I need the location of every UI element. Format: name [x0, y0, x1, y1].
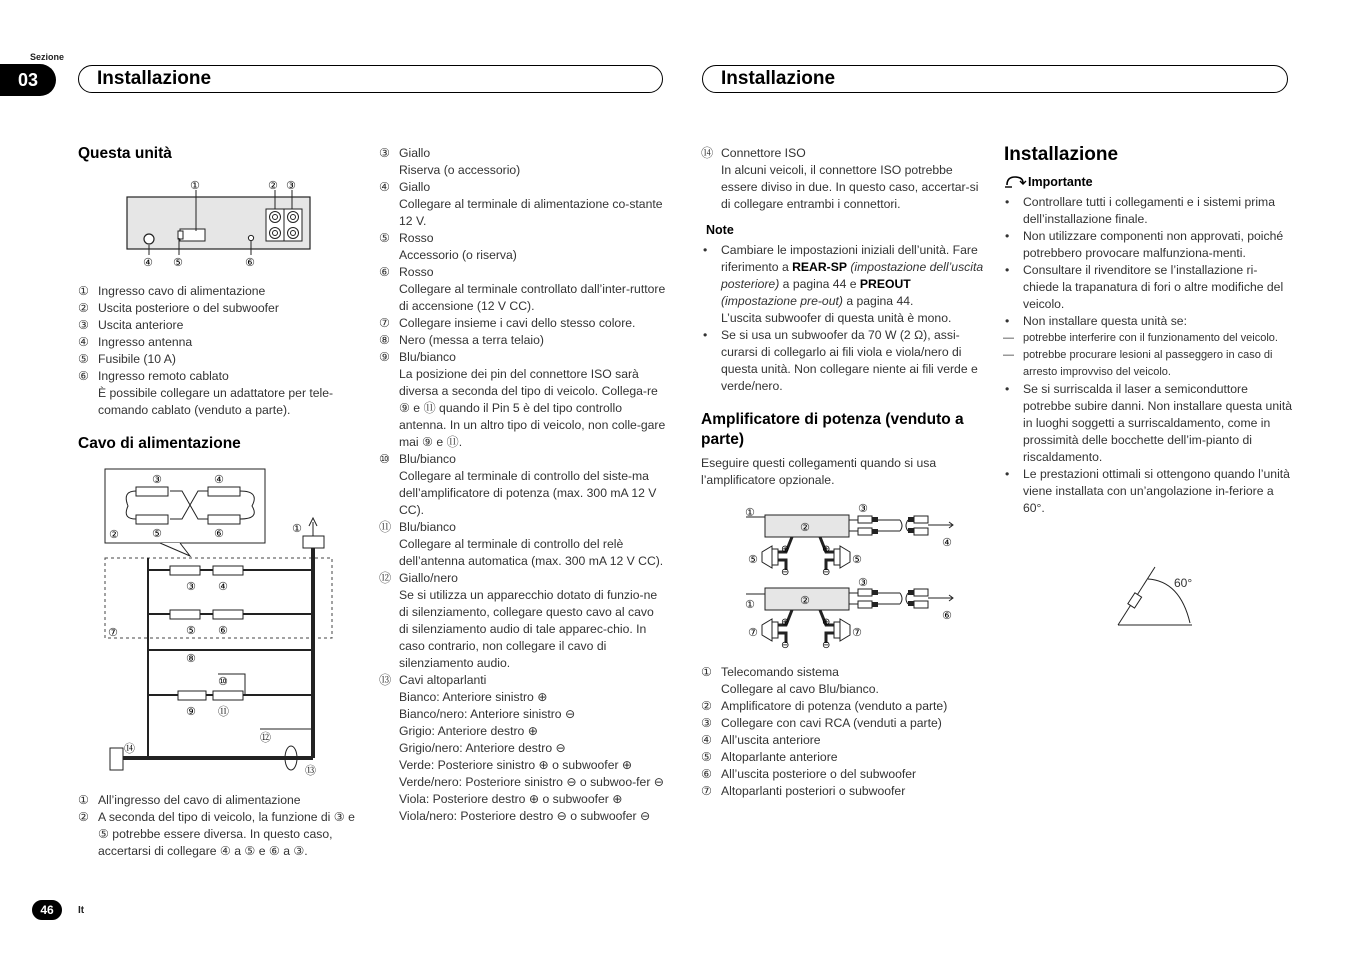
fig2-label-5b: ⑤	[186, 625, 196, 637]
speaker-line: Grigio/nero: Anteriore destro ⊖	[399, 741, 566, 755]
fig2-label-13: ⑬	[305, 765, 316, 777]
fig1-label-5: ⑤	[173, 257, 183, 269]
fig3-label-7b: ⑦	[852, 627, 862, 639]
speaker-line: Verde: Posteriore sinistro ⊕ o subwoofer ⊕	[399, 758, 633, 772]
questa-unita-title: Questa unità	[78, 145, 172, 162]
cavo-list	[78, 792, 363, 860]
list-item: Collegare al cavo Blu/bianco.	[721, 682, 879, 696]
fig1-label-4: ④	[143, 257, 153, 269]
fig3-label-3b: ③	[858, 577, 868, 589]
svg-text:⊖: ⊖	[781, 640, 790, 650]
fig2-label-12: ⑫	[260, 732, 271, 744]
list-item: ⑤ Rosso Accessorio (o riserva)	[379, 231, 517, 262]
list-item: ⑫ Giallo/nero Se si utilizza un apparecchio dotato di funzio-ne di silenziamento, collegare questo cavo al cavo di silenziamento audio di tale apparec-chio. In caso contrario, non collegare il cavo di silenziamento audio.	[379, 571, 658, 670]
note-list	[701, 242, 987, 395]
fig2-label-2: ②	[109, 529, 119, 541]
fig2-label-10: ⑩	[218, 676, 228, 688]
install-bullets	[1003, 194, 1293, 517]
angle-label: 60°	[1174, 576, 1193, 590]
list-item: • Consultare il rivenditore se l’installazione ri-chiede la trapanatura di fori o altre modifiche del veicolo.	[1003, 262, 1293, 313]
list-item: ② Amplificatore di potenza (venduto a parte)	[701, 699, 948, 713]
svg-text:⊕: ⊕	[822, 544, 831, 555]
speaker-line: Bianco/nero: Anteriore sinistro ⊖	[399, 707, 576, 721]
unit-rear-diagram	[120, 176, 320, 270]
amp-intro: Eseguire questi collegamenti quando si usa l’amplificatore opzionale.	[701, 456, 937, 487]
fig1-label-2: ②	[268, 180, 278, 192]
list-item: ⑨ Blu/bianco La posizione dei pin del connettore ISO sarà diversa a seconda del tipo di veicolo. Collega-re ⑨ e ⑪ quando il Pin 5 è del tipo controllo antenna. In un altro tipo di veicolo, non colle-gare mai ⑨ e ⑪.	[379, 350, 666, 449]
important-heading	[1004, 175, 1093, 189]
list-item: ⑥ Rosso Collegare al terminale controllato dall’inter-ruttore di accensione (12 V CC).	[379, 265, 666, 313]
language-code: It	[78, 905, 85, 916]
list-item: ⑤ Altoparlante anteriore	[701, 750, 838, 764]
fig2-label-6: ⑥	[214, 528, 224, 540]
installazione-title: Installazione	[1004, 144, 1119, 165]
fig3-label-5: ⑤	[748, 554, 758, 566]
list-item: ④ Giallo Collegare al terminale di alimentazione co-stante 12 V.	[379, 180, 663, 228]
amplifier-diagram	[740, 500, 970, 650]
fig3-label-5b: ⑤	[852, 554, 862, 566]
fig1-label-6: ⑥	[245, 257, 255, 269]
list-item: ① Telecomando sistema	[701, 665, 839, 679]
speaker-line: Viola/nero: Posteriore destro ⊖ o subwoofer ⊖	[399, 809, 651, 823]
list-item: ⑥ Ingresso remoto cablato	[78, 369, 229, 383]
list-item: • Se si usa un subwoofer da 70 W (2 Ω), assi-curarsi di collegarlo ai fili viola e viola/nero di questa unità. Non collegare niente ai fili verde e verde/nero.	[701, 327, 987, 395]
list-item: • Controllare tutti i collegamenti e i sistemi prima dell’installazione finale.	[1003, 194, 1293, 228]
list-item: • Non utilizzare componenti non approvati, poiché potrebbero provocare malfunziona-menti.	[1003, 228, 1293, 262]
fig3-label-3: ③	[858, 503, 868, 515]
svg-text:⊕: ⊕	[781, 617, 790, 628]
fig1-label-3: ③	[286, 180, 296, 192]
svg-text:⊕: ⊕	[822, 617, 831, 628]
list-item: ⑧ Nero (messa a terra telaio)	[379, 333, 544, 347]
cavo-title: Cavo di alimentazione	[78, 435, 241, 452]
fig3-label-1b: ①	[745, 599, 755, 611]
list-item: ③ Collegare con cavi RCA (venduti a parte)	[701, 716, 942, 730]
page-number: 46	[32, 900, 62, 920]
wire-list	[379, 145, 666, 825]
fig2-label-3b: ③	[186, 581, 196, 593]
list-item: ④ Ingresso antenna	[78, 335, 193, 349]
fig2-label-3: ③	[152, 474, 162, 486]
note-title: Note	[706, 223, 734, 237]
header-title-left: Installazione	[78, 65, 663, 93]
list-item: • Le prestazioni ottimali si ottengono quando l’unità viene installata con un’angolazione in-feriore a 60°.	[1003, 466, 1293, 517]
list-item: ① Ingresso cavo di alimentazione	[78, 284, 266, 298]
list-item: ⑦ Collegare insieme i cavi dello stesso colore.	[379, 316, 636, 330]
svg-text:⊖: ⊖	[822, 567, 831, 578]
fig2-label-4: ④	[214, 474, 224, 486]
list-item: ⑭ Connettore ISO In alcuni veicoli, il connettore ISO potrebbe essere diviso in due. In questo caso, accertar-si di collegare entrambi i connettori.	[701, 146, 979, 211]
list-item: ③ Giallo Riserva (o accessorio)	[379, 146, 521, 177]
list-item: ③ Uscita anteriore	[78, 318, 184, 332]
fig2-label-9: ⑨	[186, 706, 196, 718]
fig2-label-14: ⑭	[124, 743, 135, 755]
list-item: ② A seconda del tipo di veicolo, la funzione di ③ e ⑤ potrebbe essere diversa. In questo caso, accertarsi di collegare ④ a ⑤ e ⑥ a ③.	[78, 810, 355, 858]
svg-text:⊖: ⊖	[781, 567, 790, 578]
fig2-label-5: ⑤	[152, 528, 162, 540]
list-item: • Cambiare le impostazioni iniziali dell’unità. Fare riferimento a REAR-SP (impostazione dell’uscita posteriore) a pagina 44 e PREOUT (impostazione pre-out) a pagina 44. L’uscita subwoofer di questa unità è mono.	[701, 242, 987, 327]
important-icon	[1004, 175, 1028, 189]
list-item-note: È possibile collegare un adattatore per tele-comando cablato (venduto a parte).	[98, 386, 334, 417]
list-item: ⑩ Blu/bianco Collegare al terminale di controllo del siste-ma dell’amplificatore di potenza (max. 300 mA 12 V CC).	[379, 452, 657, 517]
fig2-label-1: ①	[292, 523, 302, 535]
speaker-line: Bianco: Anteriore sinistro ⊕	[399, 690, 548, 704]
fig2-label-8: ⑧	[186, 653, 196, 665]
fig3-label-7: ⑦	[748, 627, 758, 639]
speaker-line: Viola: Posteriore destro ⊕ o subwoofer ⊕	[399, 792, 623, 806]
amp-title: Amplificatore di potenza (venduto a parte)	[701, 411, 964, 448]
list-item: ④ All’uscita anteriore	[701, 733, 821, 747]
list-item: ⑬ Cavi altoparlanti Bianco: Anteriore sinistro ⊕ Bianco/nero: Anteriore sinistro ⊖ Grigio: Anteriore destro ⊕ Grigio/nero: Anteriore destro ⊖ Verde: Posteriore sinistro ⊕ o subwoofer ⊕ Verde/nero: Posteriore sinistro ⊖ o subwoo-fer ⊖ Viola: Posteriore destro ⊕ o subwoofer ⊕ Viola/nero: Posteriore destro ⊖ o subwoofer ⊖	[379, 672, 666, 825]
important-label: Importante	[1028, 175, 1093, 189]
angle-diagram	[1110, 565, 1210, 631]
header-title-right: Installazione	[702, 65, 1288, 93]
list-item: ② Uscita posteriore o del subwoofer	[78, 301, 279, 315]
fig3-label-4: ④	[942, 537, 952, 549]
list-item-dash: — potrebbe procurare lesioni al passeggero in caso di arresto improvviso del veicolo.	[1003, 347, 1293, 381]
fig3-label-1: ①	[745, 507, 755, 519]
questa-unita-list	[78, 283, 363, 419]
list-item: ① All’ingresso del cavo di alimentazione	[78, 793, 301, 807]
list-item: ⑥ All’uscita posteriore o del subwoofer	[701, 767, 917, 781]
iso-item	[701, 145, 987, 213]
list-item: • Se si surriscalda il laser a semiconduttore potrebbe subire danni. Non installare questa unità in luoghi soggetti a surriscaldamento, come in prossimità delle bocchette dell’im-pianto di riscaldamento.	[1003, 381, 1293, 466]
fig2-label-11: ⑪	[218, 706, 229, 718]
fig3-label-2b: ②	[800, 595, 810, 607]
svg-text:⊕: ⊕	[781, 544, 790, 555]
list-item-dash: — potrebbe interferire con il funzionamento del veicolo.	[1003, 330, 1293, 347]
speaker-line: Grigio: Anteriore destro ⊕	[399, 724, 538, 738]
list-item: ⑪ Blu/bianco Collegare al terminale di controllo del relè dell’antenna automatica (max. 300 mA 12 V CC).	[379, 520, 664, 568]
fig2-label-7: ⑦	[108, 627, 118, 639]
section-label: Sezione	[30, 52, 65, 62]
svg-text:⊖: ⊖	[822, 640, 831, 650]
speaker-line: Verde/nero: Posteriore sinistro ⊖ o subwoo-fer ⊖	[399, 775, 664, 789]
power-cable-diagram	[100, 466, 340, 782]
fig3-label-6: ⑥	[942, 610, 952, 622]
fig2-label-4b: ④	[218, 581, 228, 593]
fig1-label-1: ①	[190, 180, 200, 192]
amp-list	[701, 664, 987, 800]
list-item: ⑦ Altoparlanti posteriori o subwoofer	[701, 784, 906, 798]
fig2-label-6b: ⑥	[218, 625, 228, 637]
list-item: • Non installare questa unità se:	[1003, 313, 1293, 330]
list-item: ⑤ Fusibile (10 A)	[78, 352, 176, 366]
fig3-label-2: ②	[800, 522, 810, 534]
section-number-tab: 03	[0, 64, 56, 96]
